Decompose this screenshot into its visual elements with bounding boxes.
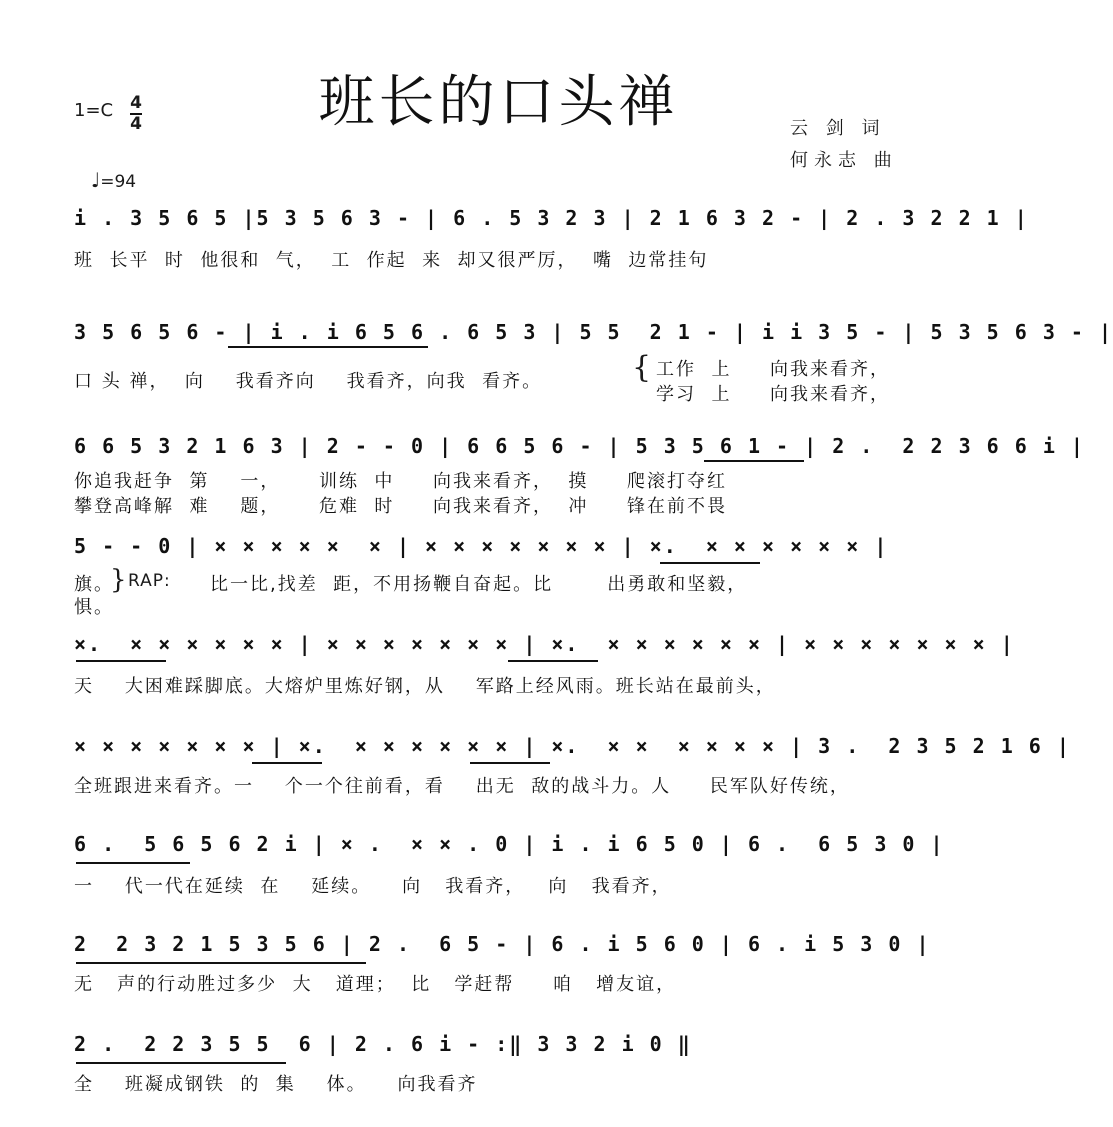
tempo-marking <box>80 148 136 192</box>
underline-mark <box>508 660 598 662</box>
lyrics-line-8: 无 声的行动胜过多少 大 道理； 比 学赶帮 咱 增友谊， <box>74 974 677 995</box>
underline-mark <box>76 862 190 864</box>
notation-line-1: i . 3 5 6 5 |5 3 5 6 3 - | 6 . 5 3 2 3 | 2 1 6 3 2 - | 2 . 3 2 2 1 | <box>74 206 1029 230</box>
notation-line-3: 6 6 5 3 2 1 6 3 | 2 - - 0 | 6 6 5 6 - | 5 3 5 6 1 - | 2 . 2 2 3 6 6 i | <box>74 434 1085 458</box>
lyrics-line-5: 天 大困难踩脚底。大熔炉里炼好钢，从 军路上经风雨。班长站在最前头， <box>74 676 776 697</box>
underline-mark <box>76 660 166 662</box>
notation-line-8: 2 2 3 2 1 5 3 5 6 | 2 . 6 5 - | 6 . i 5 6 0 | 6 . i 5 3 0 | <box>74 932 931 956</box>
lyrics-line-2-verse-1: 工作 上 向我来看齐， <box>656 359 891 380</box>
notation-line-5: ×. × × × × × × | × × × × × × × | ×. × × × × × × | × × × × × × × | <box>74 632 1015 656</box>
notation-line-2: 3 5 6 5 6 - | i . i 6 5 6 . 6 5 3 | 5 5 2 1 - | i i 3 5 - | 5 3 5 6 3 - | <box>74 320 1113 344</box>
lyrics-line-3-verse-2: 攀登高峰解 难 题， 危难 时 向我来看齐， 冲 锋在前不畏 <box>74 496 728 517</box>
lyrics-line-1: 班 长平 时 他很和 气， 工 作起 来 却又很严厉， 嘴 边常挂句 <box>74 250 709 271</box>
underline-mark <box>252 762 322 764</box>
rap-lyrics-line-1: 比一比,找差 距，不用扬鞭自奋起。比 出勇敢和坚毅， <box>210 574 748 595</box>
lyrics-line-7: 一 代一代在延续 在 延续。 向 我看齐， 向 我看齐， <box>74 876 672 897</box>
tempo-value: =94 <box>100 172 137 192</box>
lyrics-line-9: 全 班凝成钢铁 的 集 体。 向我看齐 <box>74 1074 478 1095</box>
notation-line-4: 5 - - 0 | × × × × × × | × × × × × × × | ×. × × × × × × | <box>74 534 889 558</box>
closing-brace: } <box>110 565 127 595</box>
rap-label: RAP: <box>128 571 171 591</box>
verse-brace: { <box>632 350 652 385</box>
lyrics-line-2: 口 头 禅， 向 我看齐向 我看齐，向我 看齐。 <box>74 371 543 392</box>
lyrics-line-6: 全班跟进来看齐。一 个一个往前看，看 出无 敌的战斗力。人 民军队好传统， <box>74 776 850 797</box>
notation-line-9: 2 . 2 2 3 5 5 6 | 2 . 6 i - :‖ 3 3 2 i 0 ‖ <box>74 1032 692 1056</box>
notation-line-7: 6 . 5 6 5 6 2 i | × . × × . 0 | i . i 6 5 0 | 6 . 6 5 3 0 | <box>74 832 945 856</box>
quarter-note-icon: ♩ <box>90 168 101 192</box>
song-title: 班长的口头禅 <box>318 70 679 135</box>
lyrics-line-4-verse-2: 惧。 <box>74 597 114 618</box>
time-signature-bottom: 4 <box>130 113 142 134</box>
underline-mark <box>660 562 760 564</box>
lyrics-line-3-verse-1: 你追我赶争 第 一， 训练 中 向我来看齐， 摸 爬滚打夺红 <box>74 471 728 492</box>
lyrics-line-2-verse-2: 学习 上 向我来看齐， <box>656 384 891 405</box>
underline-mark <box>704 460 804 462</box>
composer: 何永志 曲 <box>790 150 898 171</box>
key-signature: 1=C <box>74 100 114 121</box>
underline-mark <box>76 962 366 964</box>
underline-mark <box>470 762 550 764</box>
lyrics-line-4-verse-1: 旗。 <box>74 574 114 595</box>
underline-mark <box>76 1062 286 1064</box>
time-signature <box>128 94 144 134</box>
notation-line-6: × × × × × × × | ×. × × × × × × | ×. × × × × × × | 3 . 2 3 5 2 1 6 | <box>74 734 1071 758</box>
underline-mark <box>228 346 428 348</box>
lyricist: 云 剑 词 <box>790 118 886 139</box>
time-signature-top: 4 <box>130 93 142 113</box>
